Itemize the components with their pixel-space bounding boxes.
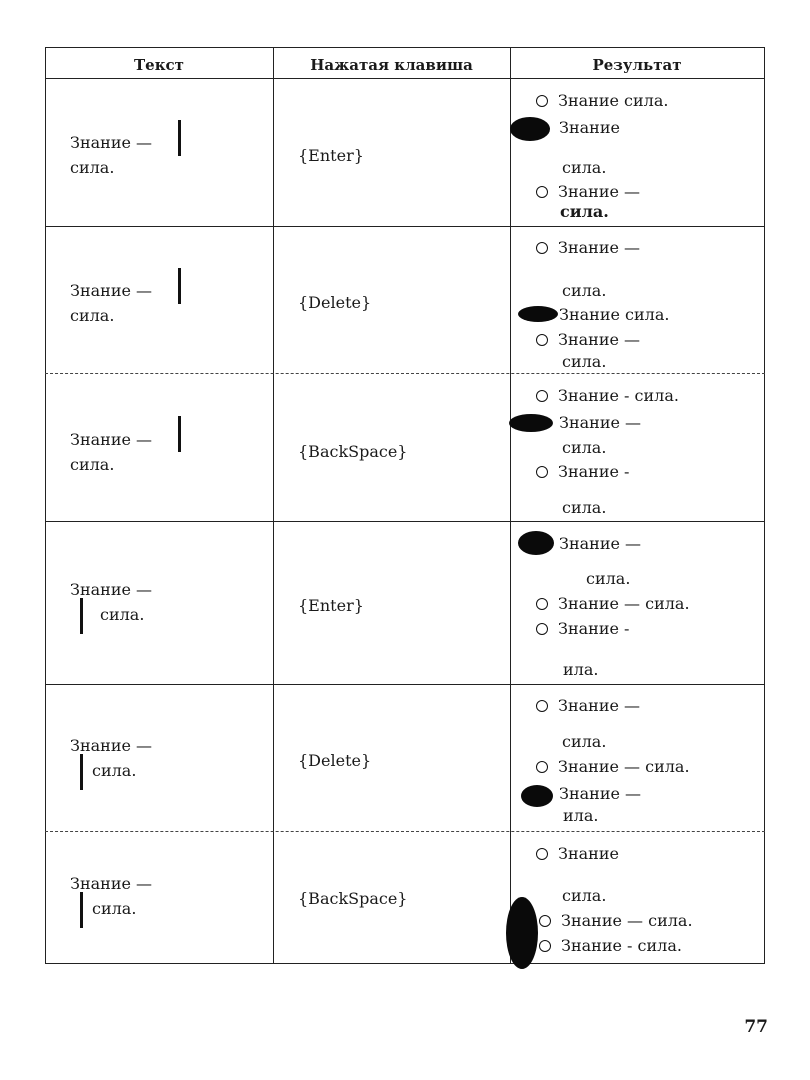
radio-circle-icon [536, 623, 548, 635]
answer-option[interactable]: Знание — [536, 182, 640, 202]
answer-option-continued: сила. [586, 569, 631, 588]
cursor-marker [80, 598, 83, 634]
answer-option-continued: сила. [562, 158, 607, 177]
answer-option[interactable]: Знание - [536, 619, 629, 639]
filled-answer-mark [506, 897, 538, 969]
cursor-marker [178, 120, 181, 156]
radio-circle-icon [539, 915, 551, 927]
answer-option-continued: ила. [563, 806, 599, 825]
filled-answer-mark [521, 785, 553, 807]
answer-option[interactable]: Знание сила. [536, 91, 668, 111]
answer-option-continued: сила. [562, 498, 607, 517]
radio-circle-icon [536, 598, 548, 610]
answer-option-selected[interactable]: Знание — [559, 413, 642, 432]
radio-circle-icon [536, 95, 548, 107]
cursor-marker [80, 892, 83, 928]
key-label: {Enter} [298, 596, 364, 615]
answer-option-continued: сила. [560, 202, 609, 221]
page-number: 77 [744, 1017, 768, 1037]
answer-option-selected[interactable]: Знание [559, 118, 620, 137]
header-key: Нажатая клавиша [310, 56, 473, 74]
header-result: Результат [592, 56, 682, 74]
answer-option[interactable]: Знание — сила. [536, 594, 690, 614]
answer-option[interactable]: Знание - сила. [536, 386, 679, 406]
answer-option-continued: ила. [563, 660, 599, 679]
radio-circle-icon [536, 242, 548, 254]
row-divider [45, 684, 765, 685]
row-divider [45, 373, 765, 374]
answer-option-continued: сила. [562, 732, 607, 751]
key-label: {Delete} [298, 751, 372, 770]
text-line-1: Знание — [70, 580, 153, 599]
column-divider-2 [510, 47, 511, 963]
answer-option-continued: сила. [562, 438, 607, 457]
filled-answer-mark [518, 306, 558, 322]
row-divider [45, 226, 765, 227]
answer-option[interactable]: Знание — [536, 330, 640, 350]
table-bottom-border [45, 963, 765, 964]
text-line-2: сила. [70, 158, 115, 177]
text-line-2: сила. [100, 605, 145, 624]
answer-option-continued: сила. [562, 281, 607, 300]
radio-circle-icon [536, 186, 548, 198]
text-line-1: Знание — [70, 281, 153, 300]
answer-option-continued: сила. [562, 352, 607, 371]
cursor-marker [80, 754, 83, 790]
answer-option[interactable]: Знание — [536, 696, 640, 716]
answer-option-selected[interactable]: Знание — [559, 784, 642, 803]
radio-circle-icon [536, 700, 548, 712]
answer-option[interactable]: Знание [536, 844, 619, 864]
text-line-2: сила. [70, 306, 115, 325]
answer-option-selected[interactable]: Знание сила. [559, 305, 670, 324]
answer-option-continued: сила. [562, 886, 607, 905]
cursor-marker [178, 416, 181, 452]
text-line-1: Знание — [70, 736, 153, 755]
radio-circle-icon [536, 466, 548, 478]
radio-circle-icon [539, 940, 551, 952]
text-line-2: сила. [70, 455, 115, 474]
filled-answer-mark [509, 414, 553, 432]
answer-option[interactable]: Знание — [536, 238, 640, 258]
radio-circle-icon [536, 848, 548, 860]
cursor-marker [178, 268, 181, 304]
answer-option-selected[interactable]: Знание - сила. [539, 936, 682, 956]
header-bottom-border [45, 78, 765, 79]
row-divider [45, 521, 765, 522]
key-label: {BackSpace} [298, 442, 408, 461]
header-text: Текст [134, 56, 184, 74]
radio-circle-icon [536, 334, 548, 346]
radio-circle-icon [536, 761, 548, 773]
table-right-border [764, 47, 765, 963]
key-label: {Delete} [298, 293, 372, 312]
text-line-1: Знание — [70, 133, 153, 152]
text-line-2: сила. [92, 899, 137, 918]
text-line-1: Знание — [70, 874, 153, 893]
filled-answer-mark [518, 531, 554, 555]
answer-option[interactable]: Знание - [536, 462, 629, 482]
text-line-2: сила. [92, 761, 137, 780]
key-label: {BackSpace} [298, 889, 408, 908]
filled-answer-mark [510, 117, 550, 141]
column-divider-1 [273, 47, 274, 963]
key-label: {Enter} [298, 146, 364, 165]
answer-option[interactable]: Знание — сила. [536, 757, 690, 777]
radio-circle-icon [536, 390, 548, 402]
text-line-1: Знание — [70, 430, 153, 449]
answer-option-selected[interactable]: Знание — [559, 534, 642, 553]
row-divider [45, 831, 765, 832]
table-top-border [45, 47, 765, 48]
answer-option-selected[interactable]: Знание — сила. [539, 911, 693, 931]
table-left-border [45, 47, 46, 963]
